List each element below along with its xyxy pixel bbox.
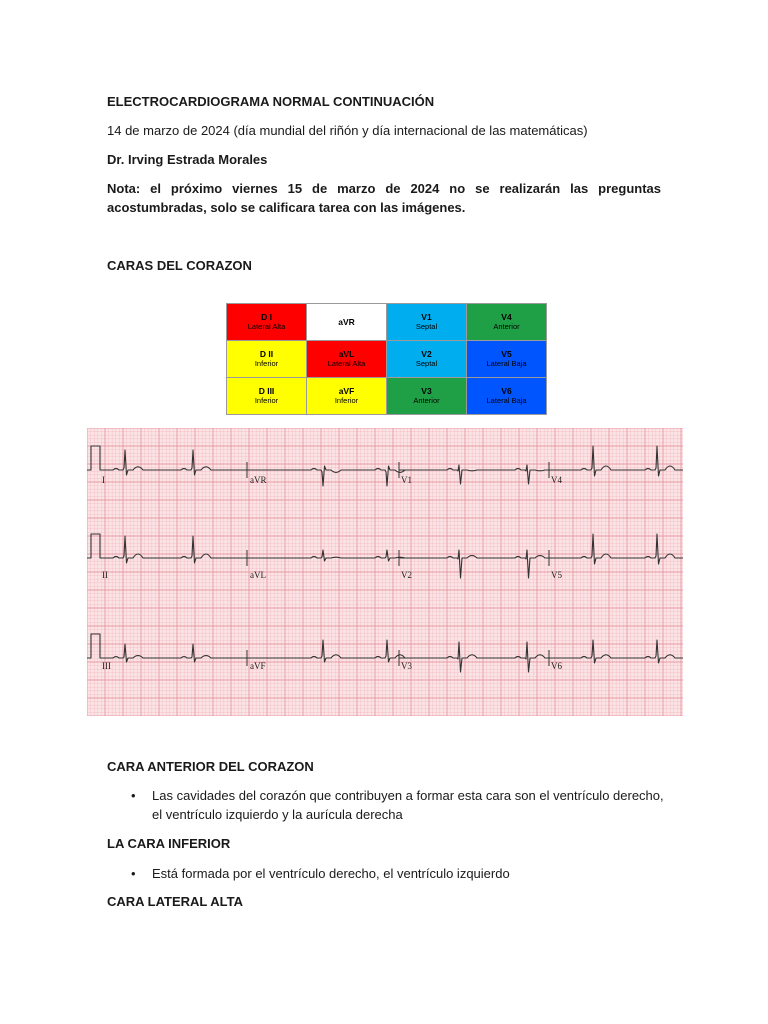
- author-name: Dr. Irving Estrada Morales: [107, 152, 268, 167]
- lead-face: Inferior: [334, 396, 359, 405]
- ecg-lead-label: aVR: [250, 475, 267, 485]
- document-title: ELECTROCARDIOGRAMA NORMAL CONTINUACIÓN: [107, 94, 435, 109]
- ecg-lead-label: V1: [401, 475, 412, 485]
- section-heading-caras: CARAS DEL CORAZON: [107, 258, 252, 273]
- ecg-lead-label: V3: [401, 661, 412, 671]
- section-heading-lateral-alta: CARA LATERAL ALTA: [107, 894, 243, 909]
- lead-cell: [467, 341, 547, 378]
- lead-name: D III: [258, 386, 275, 396]
- ecg-lead-label: V5: [551, 570, 562, 580]
- note-paragraph: Nota: el próximo viernes 15 de marzo de 2024 no se realizarán las preguntas acostumbradas, solo se calificara tarea con las imágenes.: [107, 181, 661, 215]
- lead-face: Lateral Baja: [486, 359, 527, 368]
- lead-cell: [467, 304, 547, 341]
- date-line: 14 de marzo de 2024 (día mundial del riñón y día internacional de las matemáticas): [107, 123, 588, 138]
- lead-face: Lateral Alta: [247, 322, 286, 331]
- lead-face: Anterior: [413, 396, 440, 405]
- section-heading-anterior: CARA ANTERIOR DEL CORAZON: [107, 759, 314, 774]
- lead-name: D I: [261, 312, 272, 322]
- lead-cell: [387, 378, 467, 415]
- lead-cell: [467, 378, 547, 415]
- leads-table-row: [227, 304, 547, 341]
- lead-name: aVF: [338, 386, 355, 396]
- leads-table-body: [227, 304, 547, 415]
- leads-faces-table: [226, 303, 547, 415]
- bullet-text-anterior: Las cavidades del corazón que contribuyen a formar esta cara son el ventrículo derecho, el ventrículo izquierdo y la aurícula derecha: [152, 788, 664, 822]
- ecg-lead-label: V6: [551, 661, 562, 671]
- lead-cell: [307, 378, 387, 415]
- ecg-strip-image: [87, 428, 683, 716]
- lead-cell: [307, 304, 387, 341]
- lead-name: aVL: [338, 349, 355, 359]
- ecg-lead-label: V2: [401, 570, 412, 580]
- ecg-lead-label: aVF: [250, 661, 266, 671]
- lead-cell: [227, 378, 307, 415]
- lead-name: V6: [501, 386, 512, 396]
- section-heading-inferior: LA CARA INFERIOR: [107, 836, 231, 851]
- lead-cell: [227, 341, 307, 378]
- lead-cell: [307, 341, 387, 378]
- ecg-lead-label: V4: [551, 475, 562, 485]
- lead-name: V2: [421, 349, 432, 359]
- lead-face: Septal: [415, 359, 438, 368]
- bullet-marker: •: [131, 866, 136, 881]
- ecg-lead-label: aVL: [250, 570, 266, 580]
- ecg-lead-label: II: [102, 570, 108, 580]
- ecg-strip-svg: [87, 428, 683, 716]
- bullet-text-inferior: Está formada por el ventrículo derecho, el ventrículo izquierdo: [152, 866, 510, 881]
- lead-name: D II: [259, 349, 274, 359]
- lead-face: Lateral Baja: [486, 396, 527, 405]
- lead-name: aVR: [338, 317, 355, 327]
- ecg-lead-label: I: [102, 475, 105, 485]
- lead-name: V4: [501, 312, 512, 322]
- lead-face: Inferior: [254, 396, 279, 405]
- lead-face: Septal: [415, 322, 438, 331]
- lead-cell: [387, 341, 467, 378]
- bullet-marker: •: [131, 788, 136, 803]
- lead-cell: [227, 304, 307, 341]
- lead-face: Inferior: [254, 359, 279, 368]
- lead-name: V5: [501, 349, 512, 359]
- leads-table-row: [227, 341, 547, 378]
- ecg-lead-label: III: [102, 661, 111, 671]
- lead-face: Anterior: [493, 322, 520, 331]
- lead-name: V1: [421, 312, 432, 322]
- lead-cell: [387, 304, 467, 341]
- lead-face: Lateral Alta: [327, 359, 366, 368]
- leads-table-row: [227, 378, 547, 415]
- lead-name: V3: [421, 386, 432, 396]
